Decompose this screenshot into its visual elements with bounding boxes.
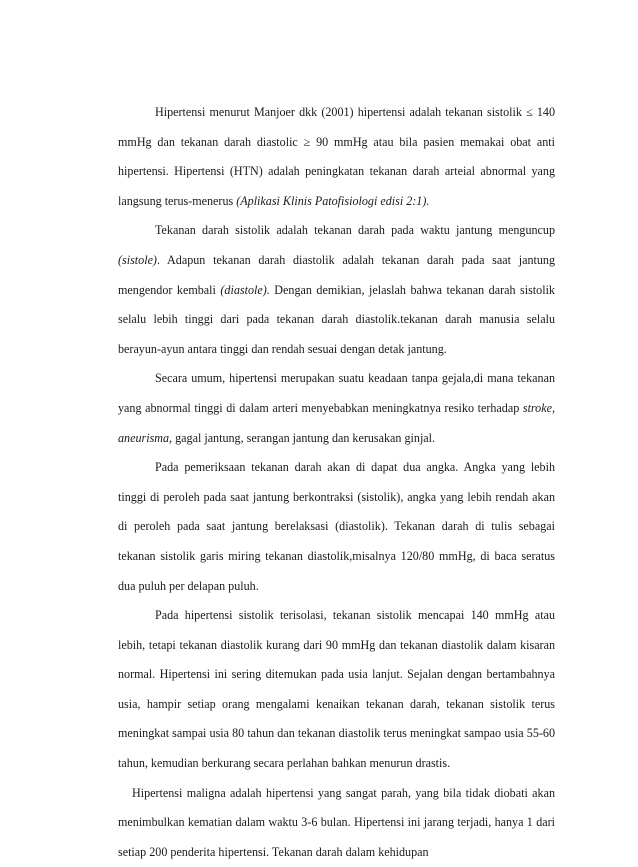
paragraph-hipertensi-definisi xyxy=(118,98,555,216)
text-run-0-0: Hipertensi menurut Manjoer dkk (2001) hipertensi adalah tekanan sistolik ≤ 140 mmHg dan tekanan darah diastolic ≥ 90 mmHg atau bila pasien memakai obat anti hipertensi. Hipertensi (HTN) adalah peningkatan tekanan darah arteial abnormal yang langsung terus-menerus xyxy=(118,105,555,208)
document-body xyxy=(118,98,555,867)
italic-text-1-3: (diastole). xyxy=(220,282,270,297)
text-run-2-0: Secara umum, hipertensi merupakan suatu keadaan tanpa gejala,di mana tekanan yang abnormal tinggi di dalam arteri menyebabkan meningkatnya resiko terhadap xyxy=(118,371,555,415)
paragraph-pemeriksaan xyxy=(118,453,555,601)
paragraph-hipertensi-maligna xyxy=(118,779,555,867)
paragraph-secara-umum xyxy=(118,364,555,453)
paragraph-tekanan-sistolik xyxy=(118,216,555,364)
text-run-3-0: Pada pemeriksaan tekanan darah akan di dapat dua angka. Angka yang lebih tinggi di peroleh pada saat jantung berkontraksi (sistolik), angka yang lebih rendah akan di peroleh pada saat jantung berelaksasi (diastolik). Tekanan darah di tulis sebagai tekanan sistolik garis miring tekanan diastolik,misalnya 120/80 mmHg, di baca seratus dua puluh per delapan puluh. xyxy=(118,460,555,593)
text-run-1-0: Tekanan darah sistolik adalah tekanan darah pada waktu jantung menguncup xyxy=(155,223,555,238)
italic-text-1-1: (sistole) xyxy=(118,252,157,267)
italic-text-0-1: (Aplikasi Klinis Patofisiologi edisi 2:1). xyxy=(236,193,430,208)
text-run-1-2: . Adapun tekanan darah diastolik adalah tekanan darah pada saat jantung mengendor kembali xyxy=(118,252,555,297)
text-run-2-2: gagal jantung, serangan jantung dan kerusakan ginjal. xyxy=(172,430,436,445)
text-run-5-0: Hipertensi maligna adalah hipertensi yang sangat parah, yang bila tidak diobati akan menimbulkan kematian dalam waktu 3-6 bulan. Hipertensi ini jarang terjadi, hanya 1 dari setiap 200 penderita hipertensi. Tekanan darah dalam kehidupan xyxy=(118,785,555,859)
text-run-4-0: Pada hipertensi sistolik terisolasi, tekanan sistolik mencapai 140 mmHg atau lebih, tetapi tekanan diastolik kurang dari 90 mmHg dan tekanan diastolik dalam kisaran normal. Hipertensi ini sering ditemukan pada usia lanjut. Sejalan dengan bertambahnya usia, hampir setiap orang mengalami kenaikan tekanan darah, tekanan sistolik terus meningkat sampai usia 80 tahun dan tekanan diastolik terus meningkat sampao usia 55-60 tahun, kemudian berkurang secara perlahan bahkan menurun drastis. xyxy=(118,608,555,771)
text-run-1-4: Dengan demikian, jelaslah bahwa tekanan darah sistolik selalu lebih tinggi dari pada tekanan darah diastolik.tekanan darah manusia selalu berayun-ayun antara tinggi dan rendah sesuai dengan detak jantung. xyxy=(118,282,555,356)
paragraph-hipertensi-sistolik-terisolasi xyxy=(118,601,555,779)
italic-text-2-1: stroke, aneurisma, xyxy=(118,400,555,445)
